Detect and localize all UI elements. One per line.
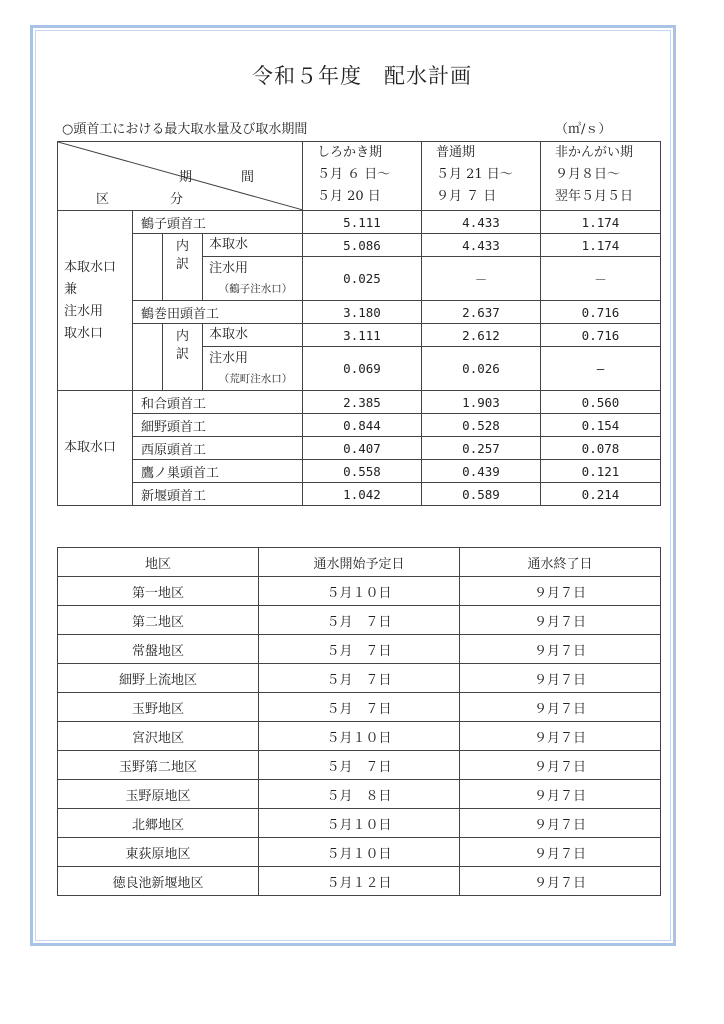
start-date-cell: ５月 ８日 [259, 780, 460, 809]
row-name: 本取水 [203, 324, 303, 347]
end-date-cell: ９月７日 [460, 780, 661, 809]
row-name: 新堰頭首工 [133, 483, 303, 506]
table-row [58, 664, 661, 693]
district-cell: 常盤地区 [58, 635, 259, 664]
intake-table [57, 141, 661, 506]
row-name: 和合頭首工 [133, 391, 303, 414]
value-cell: 2.612 [422, 324, 541, 347]
value-cell: 4.433 [422, 211, 541, 234]
start-date-cell: ５月 ７日 [259, 693, 460, 722]
district-cell: 北郷地区 [58, 809, 259, 838]
group-label-main: 本取水口 [58, 391, 133, 506]
end-date-cell: ９月７日 [460, 751, 661, 780]
end-date-cell: ９月７日 [460, 809, 661, 838]
district-cell: 細野上流地区 [58, 664, 259, 693]
value-cell: 0.069 [303, 347, 422, 391]
end-date-cell: ９月７日 [460, 664, 661, 693]
naiyaku-label: 内 訳 [163, 234, 203, 301]
table-row [58, 635, 661, 664]
end-date-cell: ９月７日 [460, 867, 661, 896]
table-row [58, 838, 661, 867]
start-date-cell: ５月１０日 [259, 722, 460, 751]
value-cell: － [422, 257, 541, 301]
district-cell: 第二地区 [58, 606, 259, 635]
page-title: 令和５年度 配水計画 [252, 64, 472, 88]
value-cell: 2.637 [422, 301, 541, 324]
value-cell: 1.903 [422, 391, 541, 414]
row-name: 鷹ノ巣頭首工 [133, 460, 303, 483]
value-cell: 4.433 [422, 234, 541, 257]
row-name: 西原頭首工 [133, 437, 303, 460]
value-cell: 0.439 [422, 460, 541, 483]
unit-label: （㎥/ｓ） [555, 122, 612, 137]
end-date-cell: ９月７日 [460, 693, 661, 722]
header-kikan: 期 間 [178, 170, 272, 185]
value-cell: 1.174 [541, 234, 661, 257]
end-date-cell: ９月７日 [460, 606, 661, 635]
start-date-cell: ５月１０日 [259, 809, 460, 838]
header-diagonal-cell [58, 142, 303, 211]
value-cell: 0.844 [303, 414, 422, 437]
col-header-start: 通水開始予定日 [259, 548, 460, 577]
row-name-note: 注水用 （荒町注水口） [203, 347, 303, 391]
district-cell: 玉野原地区 [58, 780, 259, 809]
value-cell: 0.154 [541, 414, 661, 437]
value-cell: 1.174 [541, 211, 661, 234]
value-cell: ― [541, 347, 661, 391]
table-row [58, 867, 661, 896]
start-date-cell: ５月 ７日 [259, 751, 460, 780]
col-header-district: 地区 [58, 548, 259, 577]
start-date-cell: ５月１０日 [259, 577, 460, 606]
value-cell: 0.716 [541, 324, 661, 347]
table-row [58, 780, 661, 809]
district-cell: 宮沢地区 [58, 722, 259, 751]
end-date-cell: ９月７日 [460, 577, 661, 606]
row-name: 鶴子頭首工 [133, 211, 303, 234]
start-date-cell: ５月１０日 [259, 838, 460, 867]
group-label-dual: 本取水口 兼 注水用 取水口 [58, 211, 133, 391]
table-row [58, 577, 661, 606]
district-cell: 玉野地区 [58, 693, 259, 722]
end-date-cell: ９月７日 [460, 838, 661, 867]
row-name: 本取水 [203, 234, 303, 257]
schedule-rows [58, 577, 661, 896]
naiyaku-label: 内 訳 [163, 324, 203, 391]
end-date-cell: ９月７日 [460, 722, 661, 751]
value-cell: 1.042 [303, 483, 422, 506]
table-row [58, 606, 661, 635]
schedule-table [57, 547, 661, 896]
district-cell: 玉野第二地区 [58, 751, 259, 780]
table-row [58, 809, 661, 838]
period-header-3: 非かんがい期 ９月８日～ 翌年５月５日 [541, 142, 661, 211]
start-date-cell: ５月１２日 [259, 867, 460, 896]
value-cell: 0.257 [422, 437, 541, 460]
row-name: 細野頭首工 [133, 414, 303, 437]
row-name-note: 注水用 （鶴子注水口） [203, 257, 303, 301]
section-subtitle: ○頭首工における最大取水量及び取水期間 [62, 122, 308, 137]
district-cell: 第一地区 [58, 577, 259, 606]
value-cell: 5.086 [303, 234, 422, 257]
value-cell: 0.528 [422, 414, 541, 437]
value-cell: 0.407 [303, 437, 422, 460]
value-cell: 0.026 [422, 347, 541, 391]
start-date-cell: ５月 ７日 [259, 635, 460, 664]
value-cell: 3.111 [303, 324, 422, 347]
district-cell: 東荻原地区 [58, 838, 259, 867]
period-header-2: 普通期 ５月 21 日～ ９月 ７ 日 [422, 142, 541, 211]
row-name: 鶴巻田頭首工 [133, 301, 303, 324]
end-date-cell: ９月７日 [460, 635, 661, 664]
value-cell: 5.111 [303, 211, 422, 234]
start-date-cell: ５月 ７日 [259, 606, 460, 635]
value-cell: 0.560 [541, 391, 661, 414]
value-cell: 0.558 [303, 460, 422, 483]
table-row [58, 722, 661, 751]
table-row [58, 751, 661, 780]
header-kubun: 区 分 [96, 192, 208, 207]
start-date-cell: ５月 ７日 [259, 664, 460, 693]
value-cell: 0.716 [541, 301, 661, 324]
table-row [58, 693, 661, 722]
col-header-end: 通水終了日 [460, 548, 661, 577]
value-cell: － [541, 257, 661, 301]
value-cell: 0.078 [541, 437, 661, 460]
value-cell: 3.180 [303, 301, 422, 324]
district-cell: 徳良池新堰地区 [58, 867, 259, 896]
period-header-1: しろかき期 ５月 ６ 日～ ５月 20 日 [303, 142, 422, 211]
value-cell: 2.385 [303, 391, 422, 414]
value-cell: 0.214 [541, 483, 661, 506]
value-cell: 0.589 [422, 483, 541, 506]
value-cell: 0.025 [303, 257, 422, 301]
value-cell: 0.121 [541, 460, 661, 483]
